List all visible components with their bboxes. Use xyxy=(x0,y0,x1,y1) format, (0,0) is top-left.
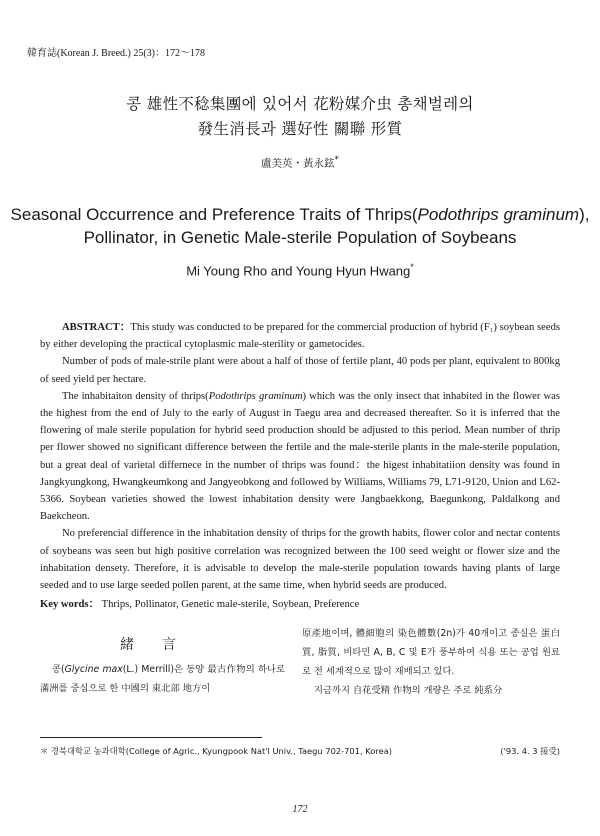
journal-citation: 韓育誌(Korean J. Breed.) 25(3)：172～178 xyxy=(27,48,206,59)
abstract-p1 xyxy=(40,319,560,353)
intro-right-column xyxy=(302,624,560,700)
abstract-p1-text: This study was conducted to be prepared for the commercial production of hybrid (F₁) soybean seeds by either developing the practical cytoplasmic male-sterility or gametocides. xyxy=(40,322,560,351)
intro-left-column xyxy=(40,660,285,698)
keywords-text: Thrips, Pollinator, Genetic male-sterile, Soybean, Preference xyxy=(101,599,360,610)
intro-left-pre: 콩( xyxy=(52,664,65,675)
intro-right-p2: 지금까지 自花受精 作物의 개량은 주로 純系分 xyxy=(314,685,503,696)
english-title-post: ), xyxy=(579,205,590,224)
page-number: 172 xyxy=(292,804,308,815)
footnote-affiliation: ＊ 경북대학교 농과대학(College of Agric., Kyungpook Nat'l Univ., Taegu 702-701, Korea) xyxy=(40,746,393,756)
english-title-pre: Seasonal Occurrence and Preference Traits of Thrips( xyxy=(10,205,418,224)
abstract-p4: No preferencial difference in the inhabitation density of thrips for the growth habits, flower color and nectar contents of soybeans was seen but high positive correlation was recognized between the 100 seed weight or flower size and the inhabitation densety. Therefore, it is advisable to develop the male-sterile population towards having plants of large seeded and to use large seeded pollen parent, at the same time, when hybrid seeds are produced. xyxy=(40,528,560,592)
korean-authors-names: 盧美英・黃永鉉 xyxy=(261,157,335,170)
keywords xyxy=(40,596,560,611)
abstract-p3-post: ) which was the only insect that inhabited in the flower was the highest from the end of July to the early of August in Taegu area and decreased thereafter. So it is inferred that the flowering of male sterile population for hybrid seed production should be adjusted to this period. Mean number of thrip per flower showed no significant difference between the fertile and the male-sterile plants in the male-sterile population, but a great deal of varietal differnece in the number of thrips was found：the higest inhabitatiion density was found in Jangkyungkong, Hwangkeumkong and Jangyeobkong and followed by Williams, Williams 79, L71-9120, Union and L62-5366. Soybean varieties showed the lowest inhabitation density were Jangbaekkong, Baegunkong, Paldalkong and Baekcheon. xyxy=(40,390,560,523)
korean-author-mark: * xyxy=(334,155,339,165)
intro-left-paragraph xyxy=(40,660,285,698)
english-title-line1 xyxy=(0,205,600,225)
english-title-line2: Pollinator, in Genetic Male-sterile Population of Soybeans xyxy=(83,228,517,247)
intro-right-p1: 原產地이며, 體細胞의 染色體數(2n)가 40개이고 종실은 蛋白質, 脂質, 비타민 A, B, C 및 E가 풍부하여 식용 또는 공업 원료로 전 세계적으로 많이 재배되고 있다. xyxy=(302,628,560,677)
intro-left-post: (L.) Merrill)은 동양 最古作物의 하나로 滿洲를 중심으로 한 中國의 東北部 地方이 xyxy=(40,664,285,694)
received-date: ('93. 4. 3 接受) xyxy=(500,746,560,756)
abstract-p3-species: Podothrips graminum xyxy=(208,390,303,402)
abstract-p3-pre: The inhabitaiton density of thrips( xyxy=(62,390,209,402)
keywords-label: Key words： xyxy=(40,599,100,610)
english-author-mark: * xyxy=(410,262,414,272)
intro-left-species: Glycine max xyxy=(64,664,123,675)
footnote-rule xyxy=(40,737,262,738)
english-authors xyxy=(0,262,600,278)
english-title-species: Podothrips graminum xyxy=(417,205,580,224)
abstract-label: ABSTRACT： xyxy=(62,322,131,333)
korean-authors xyxy=(0,155,600,171)
abstract-p3 xyxy=(40,388,560,526)
abstract xyxy=(40,319,560,594)
korean-title-line2: 發生消長과 選好性 關聯 形質 xyxy=(197,120,403,138)
abstract-p2: Number of pods of male-strile plant were about a half of those of fertile plant, 40 pods per plant, equivalent to 800kg of seed yield per hectare. xyxy=(40,356,560,385)
english-authors-names: Mi Young Rho and Young Hyun Hwang xyxy=(186,263,411,279)
korean-title-line1: 콩 雄性不稔集團에 있어서 花粉媒介虫 총채벌레의 xyxy=(126,95,474,113)
section-heading-introduction: 緒言 xyxy=(120,637,204,653)
